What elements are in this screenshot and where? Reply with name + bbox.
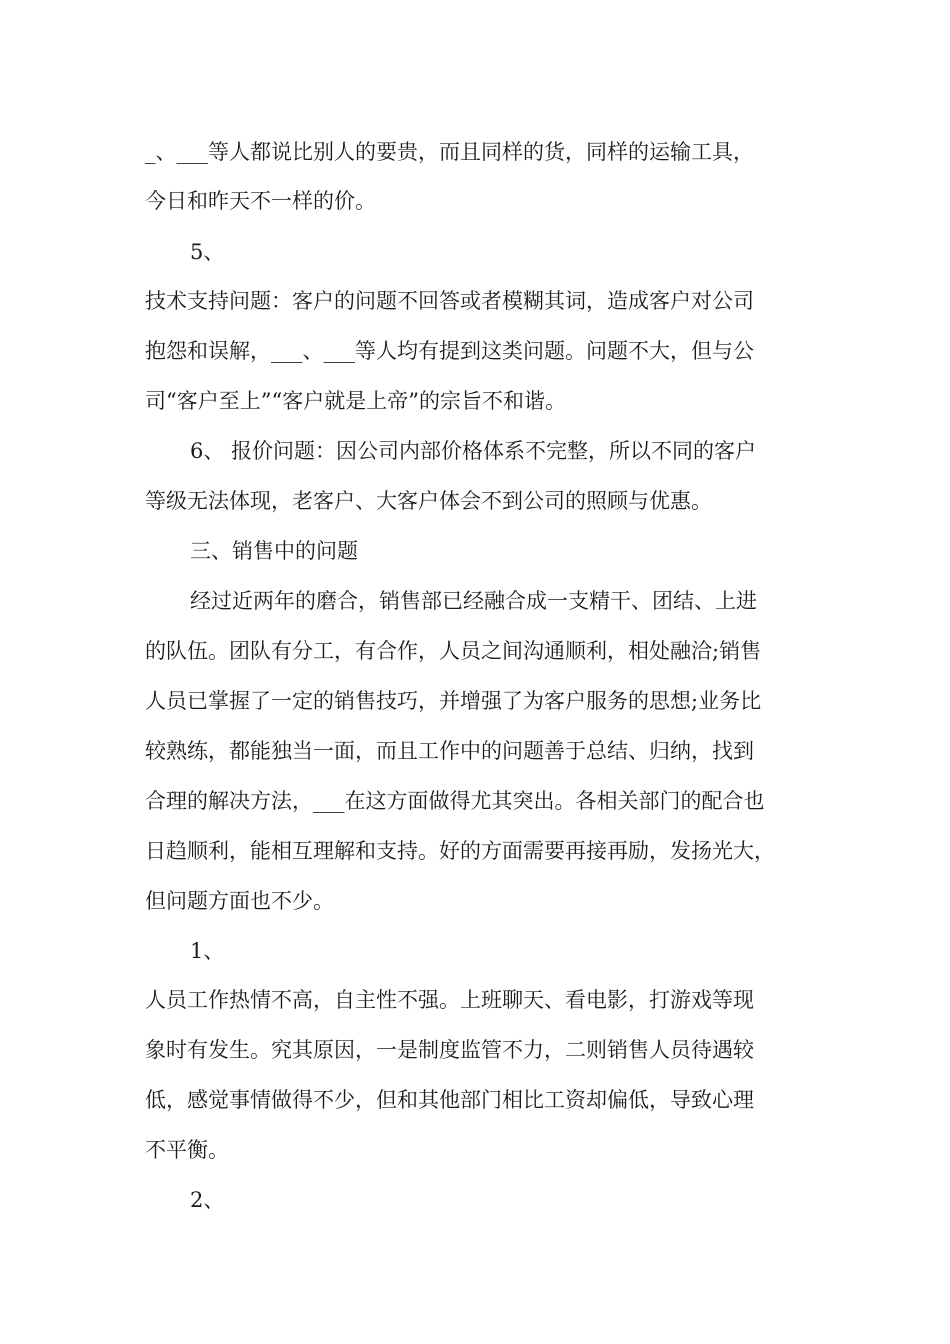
text-line: 日趋顺利，能相互理解和支持。好的方面需要再接再励，发扬光大，	[145, 839, 775, 863]
text-line: 不平衡。	[145, 1138, 229, 1162]
section-heading: 三、销售中的问题	[190, 539, 358, 563]
text-line: 但问题方面也不少。	[145, 889, 334, 913]
text-line: 今日和昨天不一样的价。	[145, 189, 376, 213]
list-number: 2、	[190, 1188, 225, 1212]
text-line: 6、 报价问题：因公司内部价格体系不完整，所以不同的客户	[190, 439, 757, 463]
text-line: 低，感觉事情做得不少，但和其他部门相比工资却偏低，导致心理	[145, 1088, 754, 1112]
text-line: 合理的解决方法，___在这方面做得尤其突出。各相关部门的配合也	[145, 789, 765, 813]
text-line: _、___等人都说比别人的要贵，而且同样的货，同样的运输工具，	[145, 140, 754, 164]
list-number: 5、	[190, 240, 225, 264]
list-number: 1、	[190, 939, 225, 963]
text-line: 司“客户至上”“客户就是上帝”的宗旨不和谐。	[145, 389, 566, 413]
text-line: 技术支持问题：客户的问题不回答或者模糊其词，造成客户对公司	[145, 289, 754, 313]
text-line: 等级无法体现，老客户、大客户体会不到公司的照顾与优惠。	[145, 489, 712, 513]
text-line: 人员工作热情不高，自主性不强。上班聊天、看电影，打游戏等现	[145, 988, 754, 1012]
text-line: 的队伍。团队有分工，有合作，人员之间沟通顺利，相处融洽;销售	[145, 639, 762, 663]
text-line: 抱怨和误解，___、___等人均有提到这类问题。问题不大，但与公	[145, 339, 754, 363]
text-line: 象时有发生。究其原因，一是制度监管不力，二则销售人员待遇较	[145, 1038, 754, 1062]
text-line: 较熟练，都能独当一面，而且工作中的问题善于总结、归纳，找到	[145, 739, 754, 763]
text-line: 经过近两年的磨合，销售部已经融合成一支精干、团结、上进	[190, 589, 757, 613]
text-line: 人员已掌握了一定的销售技巧，并增强了为客户服务的思想;业务比	[145, 689, 762, 713]
